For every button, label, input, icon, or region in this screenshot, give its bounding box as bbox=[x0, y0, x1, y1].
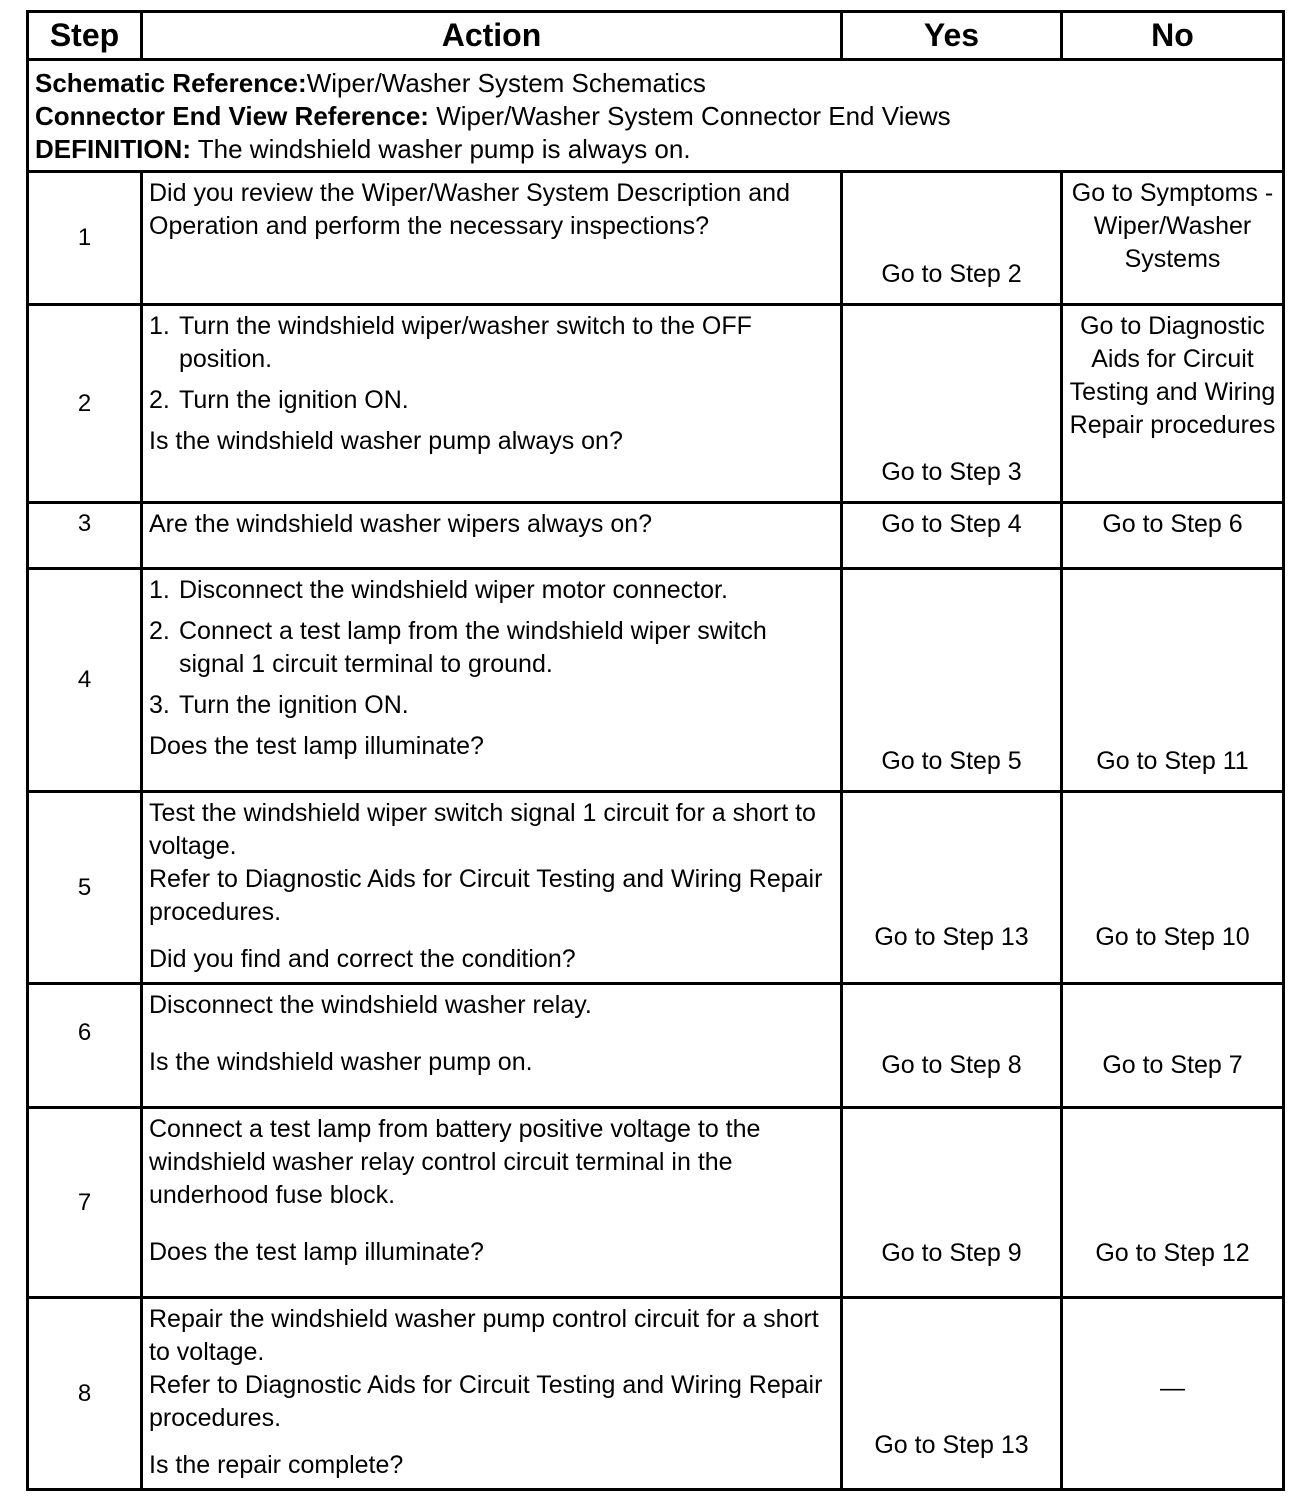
header-yes: Yes bbox=[842, 12, 1062, 60]
yes-cell: Go to Step 9 bbox=[842, 1108, 1062, 1298]
list-number: 3. bbox=[149, 691, 170, 719]
table-row bbox=[28, 305, 1284, 503]
step-number: 3 bbox=[28, 503, 142, 569]
list-item bbox=[149, 689, 834, 722]
question-text: Is the windshield washer pump on. bbox=[149, 1048, 533, 1076]
list-item bbox=[149, 310, 834, 376]
reference-cell bbox=[28, 60, 1284, 172]
yes-cell: Go to Step 13 bbox=[842, 1298, 1062, 1490]
table-row bbox=[28, 569, 1284, 792]
refer-text: Refer to Diagnostic Aids for Circuit Testing and Wiring Repair procedures. bbox=[149, 1371, 823, 1432]
no-cell: — bbox=[1062, 1298, 1284, 1490]
header-step: Step bbox=[28, 12, 142, 60]
no-cell: Go to Step 7 bbox=[1062, 984, 1284, 1108]
step-number: 2 bbox=[28, 305, 142, 503]
no-cell: Go to Step 6 bbox=[1062, 503, 1284, 569]
yes-cell: Go to Step 13 bbox=[842, 792, 1062, 984]
refer-text: Refer to Diagnostic Aids for Circuit Testing and Wiring Repair procedures. bbox=[149, 865, 823, 926]
connector-value: Wiper/Washer System Connector End Views bbox=[436, 101, 951, 131]
table-row bbox=[28, 1298, 1284, 1490]
action-text: Connect a test lamp from battery positive voltage to the windshield washer relay control circuit terminal in the underhood fuse block. bbox=[149, 1115, 761, 1209]
yes-cell: Go to Step 5 bbox=[842, 569, 1062, 792]
list-number: 1. bbox=[149, 576, 170, 604]
list-item bbox=[149, 384, 834, 417]
list-item bbox=[149, 615, 834, 681]
header-action: Action bbox=[142, 12, 842, 60]
step-number: 5 bbox=[28, 792, 142, 984]
question-text: Is the repair complete? bbox=[149, 1451, 404, 1479]
yes-cell: Go to Step 3 bbox=[842, 305, 1062, 503]
question-text: Is the windshield washer pump always on? bbox=[149, 427, 623, 455]
header-row bbox=[28, 12, 1284, 60]
table-row bbox=[28, 1108, 1284, 1298]
action-cell bbox=[142, 792, 842, 984]
action-cell bbox=[142, 305, 842, 503]
definition-label: DEFINITION: bbox=[35, 134, 191, 164]
action-text: Repair the windshield washer pump control circuit for a short to voltage. bbox=[149, 1305, 819, 1366]
list-text: Turn the ignition ON. bbox=[179, 691, 409, 719]
no-cell: Go to Step 12 bbox=[1062, 1108, 1284, 1298]
action-text: Are the windshield washer wipers always on? bbox=[149, 510, 653, 538]
yes-cell: Go to Step 4 bbox=[842, 503, 1062, 569]
no-cell: Go to Symptoms - Wiper/Washer Systems bbox=[1062, 172, 1284, 305]
list-item bbox=[149, 574, 834, 607]
no-cell: Go to Step 10 bbox=[1062, 792, 1284, 984]
reference-row bbox=[28, 60, 1284, 172]
question-text: Does the test lamp illuminate? bbox=[149, 732, 484, 760]
step-number: 6 bbox=[28, 984, 142, 1108]
connector-label: Connector End View Reference: bbox=[35, 101, 429, 131]
action-cell bbox=[142, 503, 842, 569]
action-cell bbox=[142, 569, 842, 792]
step-number: 7 bbox=[28, 1108, 142, 1298]
list-text: Disconnect the windshield wiper motor connector. bbox=[179, 576, 728, 604]
question-text: Did you find and correct the condition? bbox=[149, 945, 576, 973]
definition-value: The windshield washer pump is always on. bbox=[197, 134, 691, 164]
no-cell: Go to Step 11 bbox=[1062, 569, 1284, 792]
action-cell bbox=[142, 172, 842, 305]
list-number: 1. bbox=[149, 312, 170, 340]
list-text: Turn the ignition ON. bbox=[179, 386, 409, 414]
action-text: Test the windshield wiper switch signal 1 circuit for a short to voltage. bbox=[149, 799, 816, 860]
header-no: No bbox=[1062, 12, 1284, 60]
no-cell: Go to Diagnostic Aids for Circuit Testing and Wiring Repair procedures bbox=[1062, 305, 1284, 503]
list-number: 2. bbox=[149, 386, 170, 414]
table-row bbox=[28, 984, 1284, 1108]
schematic-value: Wiper/Washer System Schematics bbox=[306, 68, 706, 98]
action-cell bbox=[142, 1108, 842, 1298]
action-text: Disconnect the windshield washer relay. bbox=[149, 991, 592, 1019]
table-row bbox=[28, 503, 1284, 569]
yes-cell: Go to Step 8 bbox=[842, 984, 1062, 1108]
schematic-label: Schematic Reference: bbox=[35, 68, 307, 98]
action-cell bbox=[142, 1298, 842, 1490]
step-number: 4 bbox=[28, 569, 142, 792]
table-row bbox=[28, 172, 1284, 305]
list-text: Connect a test lamp from the windshield wiper switch signal 1 circuit terminal to ground. bbox=[179, 617, 767, 678]
step-number: 1 bbox=[28, 172, 142, 305]
question-text: Does the test lamp illuminate? bbox=[149, 1238, 484, 1266]
step-number: 8 bbox=[28, 1298, 142, 1490]
action-text: Did you review the Wiper/Washer System Description and Operation and perform the necessary inspections? bbox=[149, 179, 790, 240]
diagnostic-table bbox=[26, 10, 1285, 1491]
table-row bbox=[28, 792, 1284, 984]
yes-cell: Go to Step 2 bbox=[842, 172, 1062, 305]
list-number: 2. bbox=[149, 617, 170, 645]
list-text: Turn the windshield wiper/washer switch to the OFF position. bbox=[179, 312, 752, 373]
action-cell bbox=[142, 984, 842, 1108]
